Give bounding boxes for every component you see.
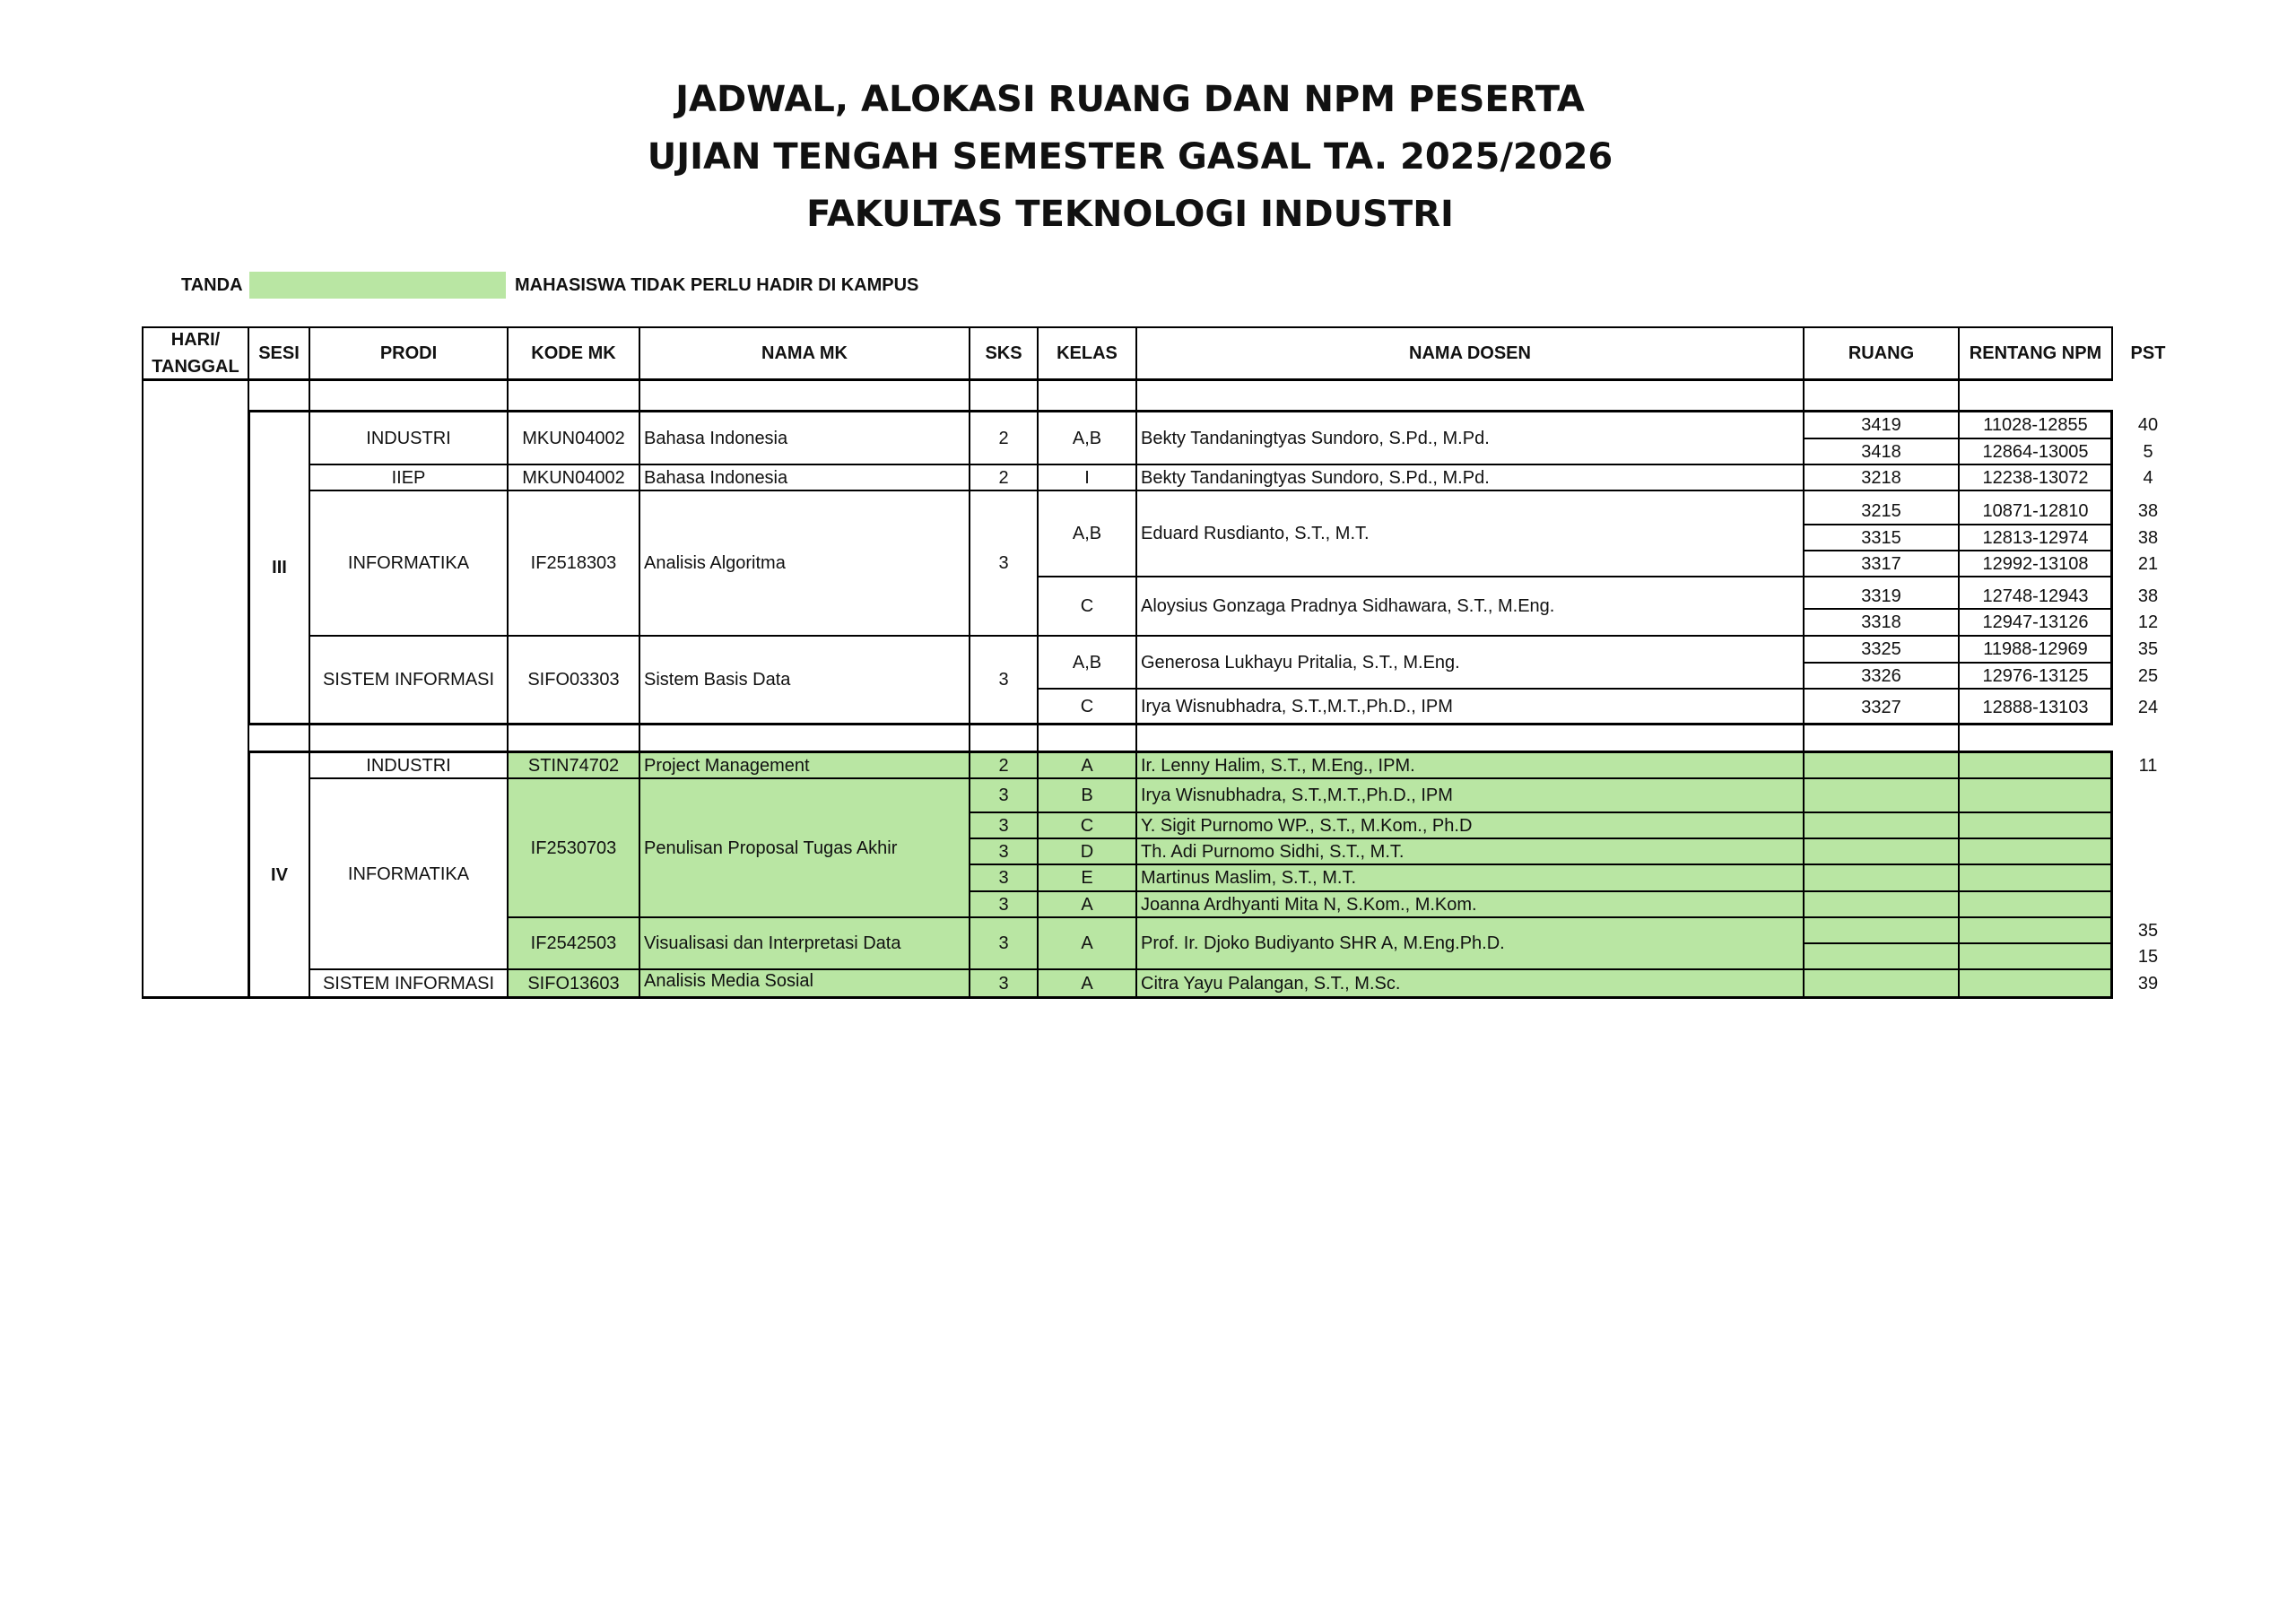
kelas: A xyxy=(1081,933,1093,953)
legend-text: MAHASISWA TIDAK PERLU HADIR DI KAMPUS xyxy=(515,275,919,295)
pst: 21 xyxy=(2137,553,2159,574)
header-hari-tanggal: HARI/ TANGGAL xyxy=(152,330,239,377)
kelas: A xyxy=(1081,755,1093,776)
pst: 5 xyxy=(2143,441,2153,462)
nama-dosen: Irya Wisnubhadra, S.T.,M.T.,Ph.D., IPM xyxy=(1141,696,1453,716)
header-sks: SKS xyxy=(985,343,1022,363)
nama-dosen: Generosa Lukhayu Pritalia, S.T., M.Eng. xyxy=(1141,652,1460,673)
kelas: I xyxy=(1084,467,1090,488)
nama-dosen: Bekty Tandaningtyas Sundoro, S.Pd., M.Pd. xyxy=(1141,467,1490,488)
nama-dosen: Citra Yayu Palangan, S.T., M.Sc. xyxy=(1141,973,1401,994)
sks: 3 xyxy=(998,841,1009,862)
title-line-2: UJIAN TENGAH SEMESTER GASAL TA. 2025/2026 xyxy=(647,136,1613,178)
pst: 40 xyxy=(2137,415,2159,435)
rentang-npm: 10871-12810 xyxy=(1982,500,2089,521)
kelas: C xyxy=(1080,815,1094,836)
rentang-npm: 12976-13125 xyxy=(1982,665,2089,686)
nama-mk: Sistem Basis Data xyxy=(644,670,791,690)
nama-dosen: Prof. Ir. Djoko Budiyanto SHR A, M.Eng.Ph.D. xyxy=(1141,933,1505,953)
sks: 2 xyxy=(998,467,1009,488)
pst: 35 xyxy=(2137,920,2159,941)
kelas: A,B xyxy=(1072,524,1102,543)
sks: 3 xyxy=(998,785,1009,805)
sesi-iv: IV xyxy=(271,864,288,885)
nama-dosen: Martinus Maslim, S.T., M.T. xyxy=(1141,868,1357,888)
pst: 15 xyxy=(2137,946,2159,967)
prodi-iiep: IIEP xyxy=(391,467,426,488)
kode-mk: IF2518303 xyxy=(530,553,617,573)
sks: 3 xyxy=(998,933,1009,953)
pst: 24 xyxy=(2137,698,2159,717)
ruang: 3326 xyxy=(1861,665,1901,686)
pst: 12 xyxy=(2137,612,2159,632)
prodi-informatika: INFORMATIKA xyxy=(347,553,470,573)
kelas: A xyxy=(1081,973,1093,994)
ruang: 3315 xyxy=(1861,527,1901,548)
sks: 3 xyxy=(998,815,1009,836)
pst: 39 xyxy=(2137,973,2159,994)
nama-mk: Bahasa Indonesia xyxy=(644,467,788,488)
kode-mk: MKUN04002 xyxy=(522,428,625,448)
kelas: C xyxy=(1080,696,1094,716)
pst: 38 xyxy=(2137,586,2159,606)
kode-mk: STIN74702 xyxy=(527,755,620,776)
prodi-sistem-informasi: SISTEM INFORMASI xyxy=(322,973,495,994)
nama-dosen: Th. Adi Purnomo Sidhi, S.T., M.T. xyxy=(1141,841,1405,862)
ruang: 3327 xyxy=(1861,698,1901,717)
rentang-npm: 11988-12969 xyxy=(1983,639,2088,659)
rentang-npm: 12813-12974 xyxy=(1982,527,2089,548)
ruang: 3215 xyxy=(1861,500,1901,521)
rentang-npm: 12888-13103 xyxy=(1982,698,2089,717)
rentang-npm: 11028-12855 xyxy=(1983,415,2088,435)
prodi-industri: INDUSTRI xyxy=(366,755,451,776)
legend-label: TANDA xyxy=(181,275,243,295)
sks: 3 xyxy=(998,868,1009,888)
ruang: 3325 xyxy=(1861,639,1901,659)
prodi-informatika: INFORMATIKA xyxy=(347,864,470,884)
sks: 2 xyxy=(998,428,1009,448)
kode-mk: SIFO03303 xyxy=(527,670,620,690)
pst: 38 xyxy=(2137,527,2159,548)
header-nama-mk: NAMA MK xyxy=(761,343,848,363)
nama-dosen: Eduard Rusdianto, S.T., M.T. xyxy=(1141,524,1370,543)
kelas: E xyxy=(1081,868,1093,888)
ruang: 3418 xyxy=(1861,441,1901,462)
prodi-sistem-informasi: SISTEM INFORMASI xyxy=(322,670,495,690)
nama-dosen: Joanna Ardhyanti Mita N, S.Kom., M.Kom. xyxy=(1141,894,1477,915)
ruang: 3419 xyxy=(1861,415,1901,435)
nama-dosen: Irya Wisnubhadra, S.T.,M.T.,Ph.D., IPM xyxy=(1141,785,1453,805)
nama-mk: Analisis Media Sosial xyxy=(644,971,813,991)
sesi-iii: III xyxy=(272,558,287,577)
rentang-npm: 12864-13005 xyxy=(1982,441,2089,462)
header-pst: PST xyxy=(2130,343,2166,363)
rentang-npm: 12748-12943 xyxy=(1982,586,2089,606)
pst: 11 xyxy=(2138,755,2158,776)
pst: 35 xyxy=(2137,639,2159,659)
title-line-3: FAKULTAS TEKNOLOGI INDUSTRI xyxy=(806,194,1454,235)
kode-mk: IF2542503 xyxy=(530,933,617,953)
nama-dosen: Y. Sigit Purnomo WP., S.T., M.Kom., Ph.D xyxy=(1141,815,1473,836)
header-sesi: SESI xyxy=(258,343,300,363)
kelas: B xyxy=(1081,785,1093,805)
kelas: A xyxy=(1081,894,1093,915)
title-line-1: JADWAL, ALOKASI RUANG DAN NPM PESERTA xyxy=(675,79,1585,120)
pst: 25 xyxy=(2137,665,2159,686)
kelas: C xyxy=(1080,596,1094,616)
kelas: A,B xyxy=(1072,652,1102,673)
rentang-npm: 12992-13108 xyxy=(1982,553,2089,574)
rentang-npm: 12238-13072 xyxy=(1982,467,2089,488)
ruang: 3317 xyxy=(1861,553,1901,574)
nama-mk: Bahasa Indonesia xyxy=(644,428,788,448)
nama-mk: Visualisasi dan Interpretasi Data xyxy=(644,933,901,953)
header-kode-mk: KODE MK xyxy=(531,343,616,363)
kelas: D xyxy=(1080,841,1094,862)
header-prodi: PRODI xyxy=(379,343,438,363)
ruang: 3218 xyxy=(1861,467,1901,488)
header-rentang-npm: RENTANG NPM xyxy=(1969,343,2102,363)
header-kelas: KELAS xyxy=(1057,343,1118,363)
kode-mk: MKUN04002 xyxy=(522,467,625,488)
sks: 2 xyxy=(998,755,1009,776)
nama-dosen: Ir. Lenny Halim, S.T., M.Eng., IPM. xyxy=(1141,755,1415,776)
sks: 3 xyxy=(998,553,1009,573)
nama-dosen: Aloysius Gonzaga Pradnya Sidhawara, S.T., M.Eng. xyxy=(1141,596,1555,616)
nama-dosen: Bekty Tandaningtyas Sundoro, S.Pd., M.Pd. xyxy=(1141,428,1490,448)
pst: 4 xyxy=(2143,467,2153,488)
kode-mk: IF2530703 xyxy=(530,838,617,858)
nama-mk: Project Management xyxy=(644,755,810,776)
rentang-npm: 12947-13126 xyxy=(1982,612,2089,632)
kelas: A,B xyxy=(1072,428,1102,448)
kode-mk: SIFO13603 xyxy=(527,973,620,994)
sks: 3 xyxy=(998,670,1009,690)
header-ruang: RUANG xyxy=(1848,343,1915,363)
sks: 3 xyxy=(998,894,1009,915)
nama-mk: Penulisan Proposal Tugas Akhir xyxy=(644,838,898,858)
ruang: 3318 xyxy=(1861,612,1901,632)
prodi-industri: INDUSTRI xyxy=(366,428,451,448)
pst: 38 xyxy=(2137,500,2159,521)
header-nama-dosen: NAMA DOSEN xyxy=(1409,343,1531,363)
sks: 3 xyxy=(998,973,1009,994)
nama-mk: Analisis Algoritma xyxy=(644,553,786,573)
ruang: 3319 xyxy=(1861,586,1901,606)
